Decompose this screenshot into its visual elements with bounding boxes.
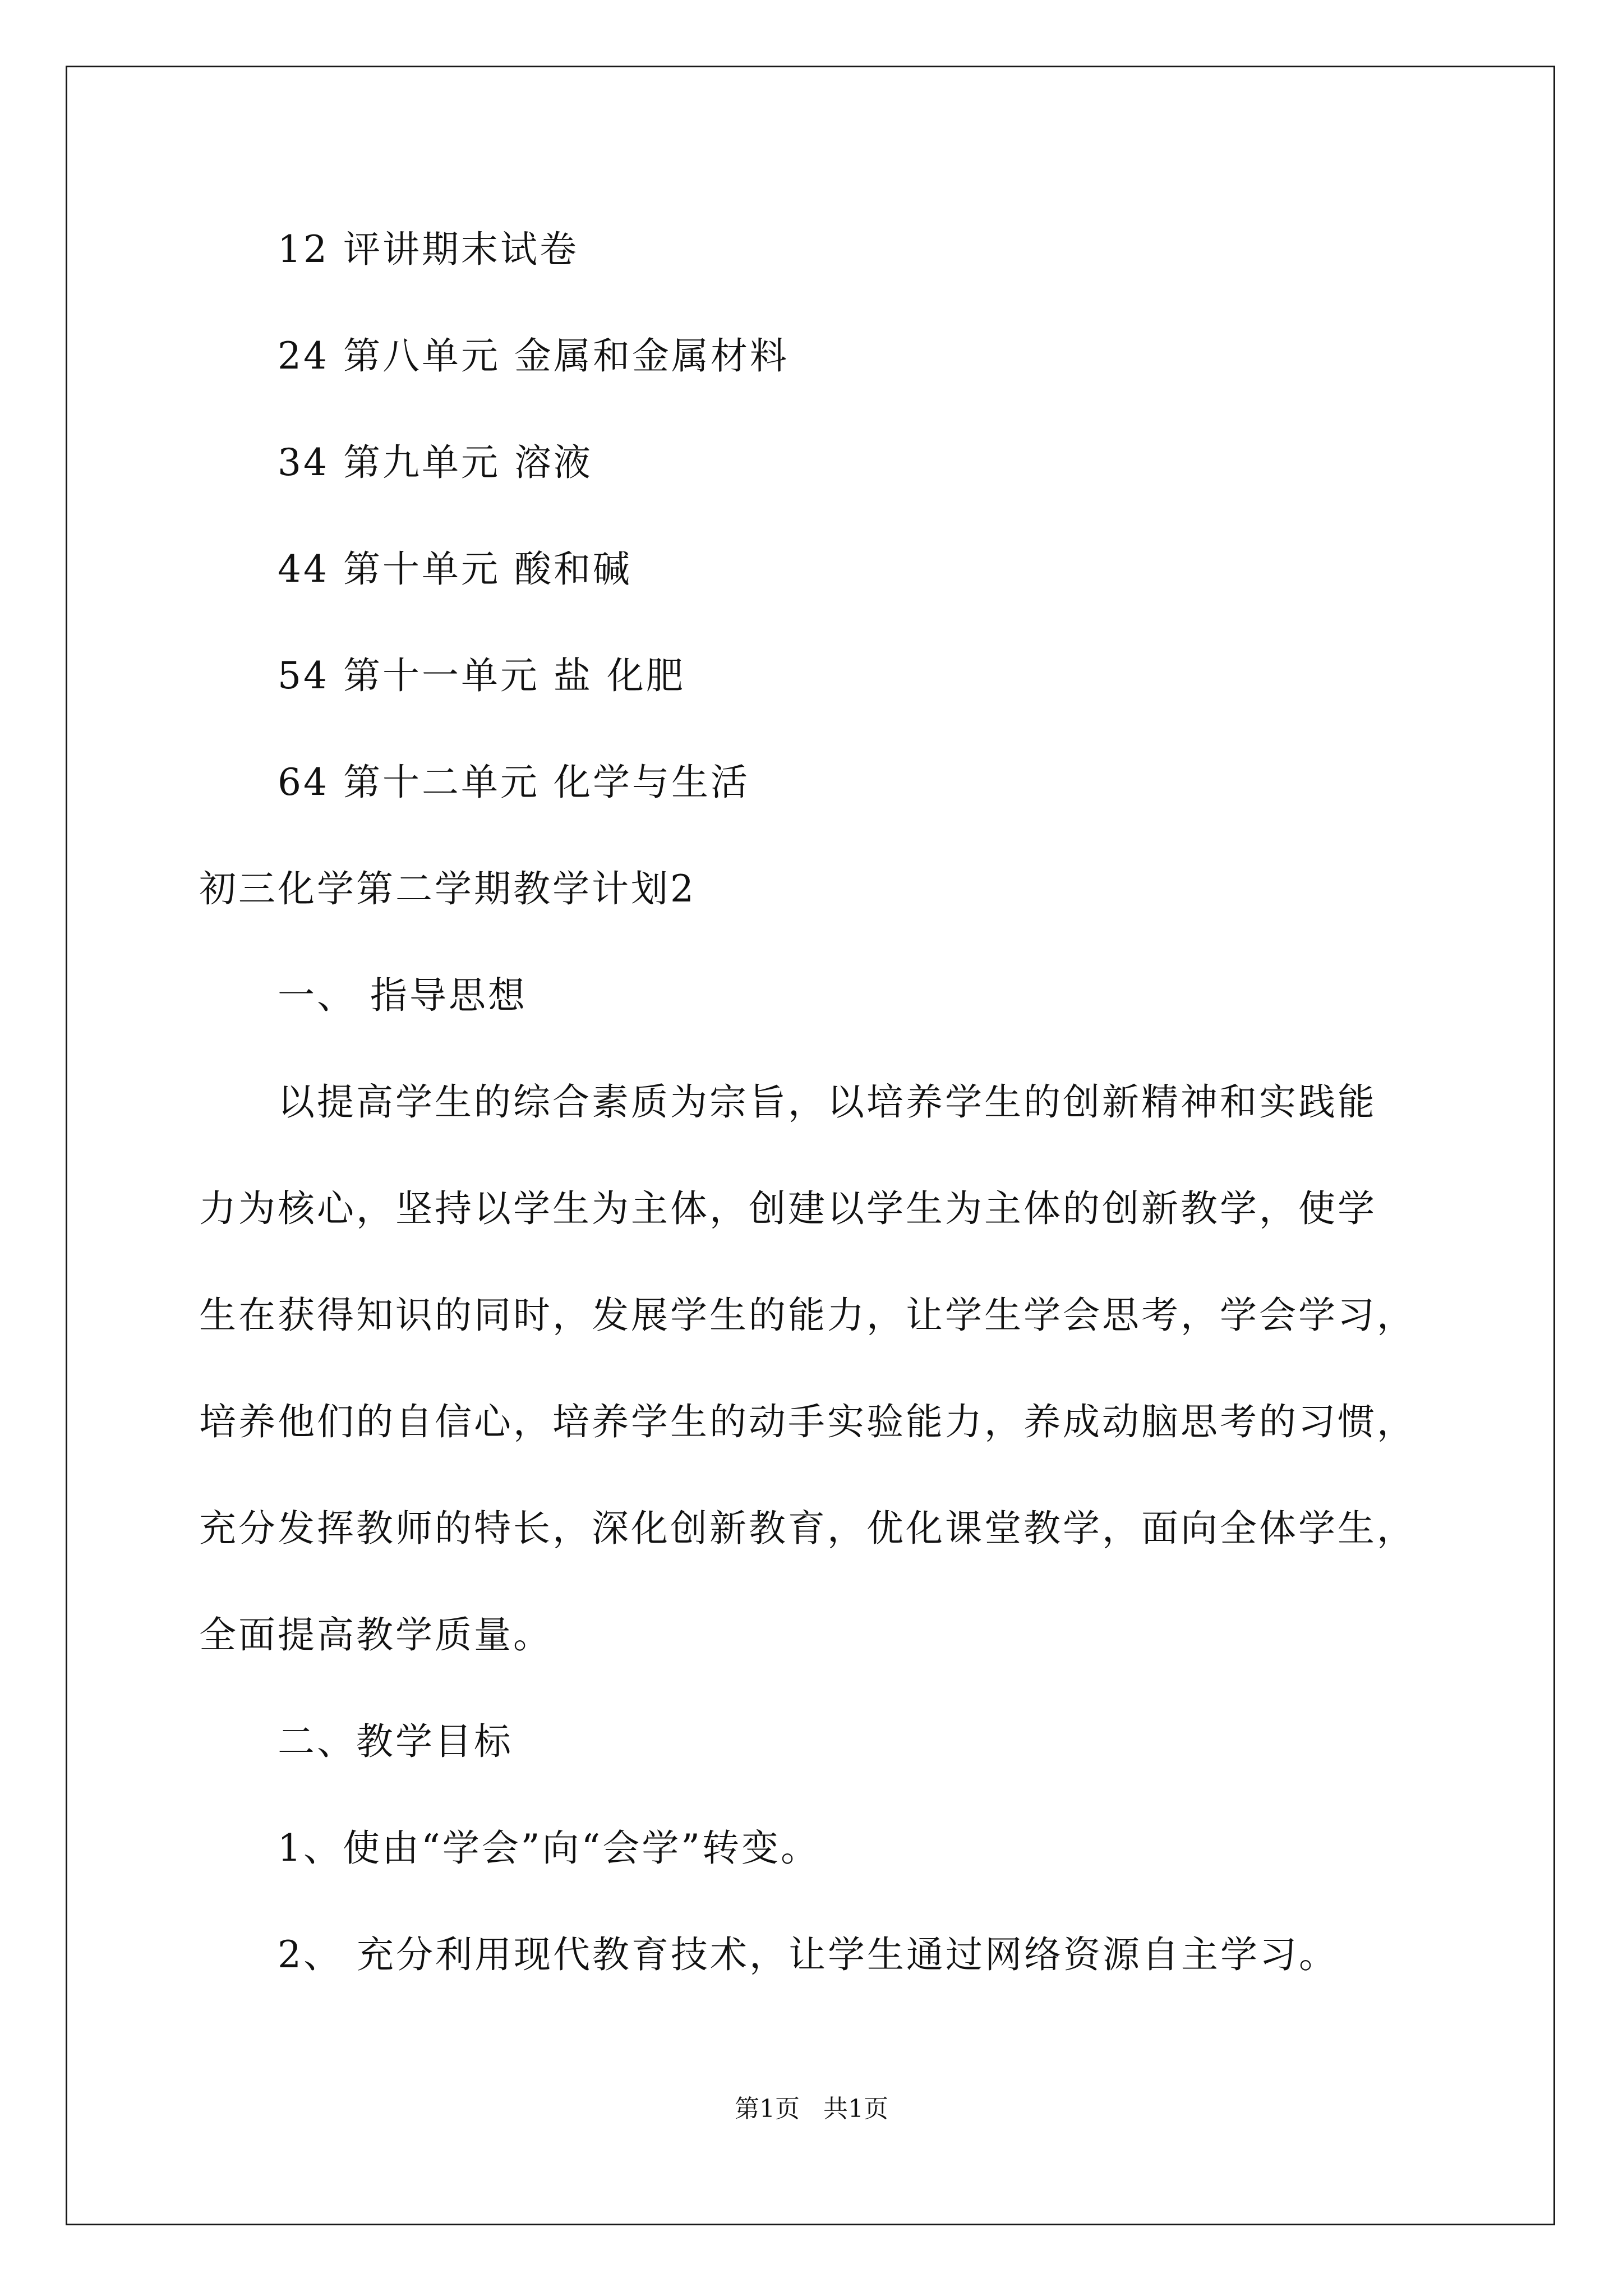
page-footer: 第1页 共1页	[735, 2095, 888, 2123]
toc-item: 44 第十单元 酸和碱	[278, 547, 632, 591]
page-border	[66, 66, 1555, 2225]
section-title: 初三化学第二学期教学计划2	[199, 867, 696, 910]
heading-teaching-goals: 二、教学目标	[278, 1720, 513, 1763]
toc-item: 34 第九单元 溶液	[278, 441, 593, 484]
toc-item: 64 第十二单元 化学与生活	[278, 761, 750, 804]
paragraph-line: 培养他们的自信心，培养学生的动手实验能力，养成动脑思考的习惯，	[199, 1400, 1416, 1443]
paragraph-line: 全面提高教学质量。	[199, 1613, 552, 1657]
paragraph-line: 生在获得知识的同时，发展学生的能力，让学生学会思考，学会学习，	[199, 1294, 1416, 1337]
toc-item: 24 第八单元 金属和金属材料	[278, 334, 789, 378]
goal-item: 2、 充分利用现代教育技术，让学生通过网络资源自主学习。	[278, 1933, 1338, 1976]
heading-guiding-thought: 一、 指导思想	[278, 974, 527, 1017]
toc-item: 12 评讲期末试卷	[278, 228, 579, 271]
toc-item: 54 第十一单元 盐 化肥	[278, 654, 685, 697]
goal-item: 1、使由“学会”向“会学”转变。	[278, 1826, 820, 1870]
paragraph-line: 以提高学生的综合素质为宗旨，以培养学生的创新精神和实践能	[278, 1080, 1377, 1124]
paragraph-line: 充分发挥教师的特长，深化创新教育，优化课堂教学，面向全体学生，	[199, 1507, 1416, 1550]
paragraph-line: 力为核心，坚持以学生为主体，创建以学生为主体的创新教学，使学	[199, 1187, 1377, 1230]
